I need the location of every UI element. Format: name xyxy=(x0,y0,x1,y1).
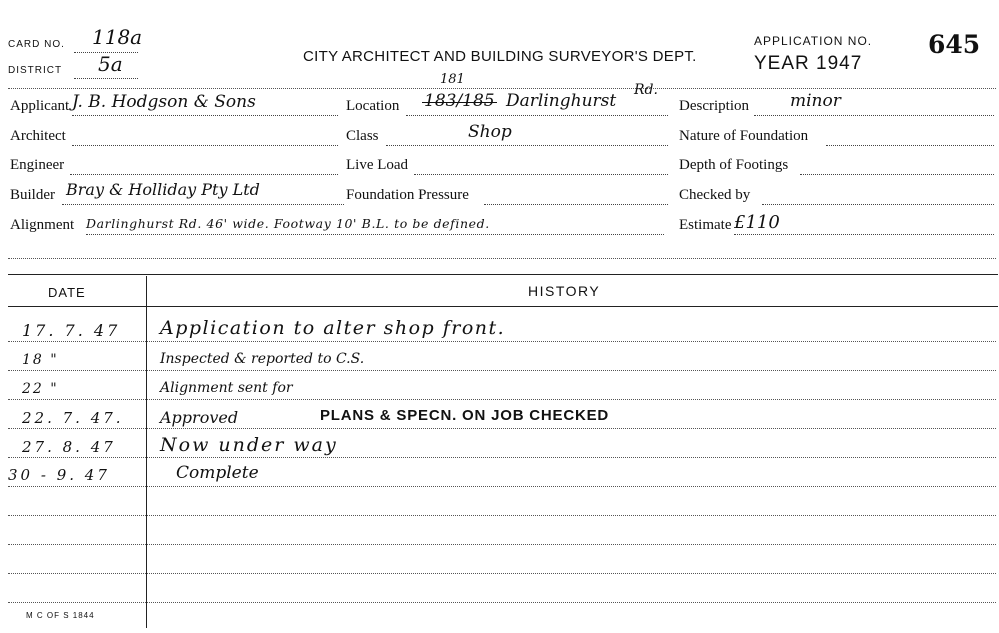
architect-line xyxy=(72,145,338,146)
row-entry: Complete xyxy=(176,463,259,483)
table-header-rule xyxy=(8,306,998,307)
district-value: 5a xyxy=(98,52,123,76)
row-entry: Alignment sent for xyxy=(160,380,293,396)
builder-value: Bray & Holliday Pty Ltd xyxy=(66,180,260,199)
card-no-value: 118a xyxy=(92,25,143,49)
foundation-pressure-line xyxy=(484,204,668,205)
row-entry: Approved xyxy=(160,408,239,427)
estimate-label: Estimate xyxy=(679,217,732,233)
row-date: 22. 7. 47. xyxy=(22,409,124,427)
row-line xyxy=(8,486,996,487)
row-line xyxy=(8,341,996,342)
applicant-label: Applicant xyxy=(10,98,70,114)
location-struck: 183/185 xyxy=(424,91,495,111)
row-line xyxy=(8,602,996,603)
location-suffix: Rd. xyxy=(634,82,658,98)
stamp-plans-checked: PLANS & SPECN. ON JOB CHECKED xyxy=(320,407,610,424)
row-line xyxy=(8,573,996,574)
location-line xyxy=(406,115,668,116)
row-date: 17. 7. 47 xyxy=(22,321,121,340)
class-value: Shop xyxy=(468,122,512,142)
class-line xyxy=(386,145,668,146)
estimate-line xyxy=(734,234,994,235)
row-entry: Now under way xyxy=(160,434,338,456)
row-date: 22 " xyxy=(22,381,59,397)
checked-by-line xyxy=(762,204,994,205)
card-no-label: CARD NO. xyxy=(8,39,65,50)
table-top-rule xyxy=(8,274,998,275)
dept-title: CITY ARCHITECT AND BUILDING SURVEYOR'S DEPT. xyxy=(303,48,697,65)
depth-of-footings-label: Depth of Footings xyxy=(679,157,789,173)
district-label: DISTRICT xyxy=(8,65,63,76)
year-label: YEAR 1947 xyxy=(754,53,863,74)
description-value: minor xyxy=(790,91,841,111)
row-date: 18 " xyxy=(22,352,59,368)
location-value-group xyxy=(424,91,616,111)
district-line xyxy=(74,78,138,79)
engineer-label: Engineer xyxy=(10,157,65,173)
builder-label: Builder xyxy=(10,187,55,203)
location-label: Location xyxy=(346,98,400,114)
date-header: DATE xyxy=(48,285,86,300)
row-line xyxy=(8,544,996,545)
history-header: HISTORY xyxy=(528,283,601,299)
row-entry: Application to alter shop front. xyxy=(160,317,506,339)
alignment-value: Darlinghurst Rd. 46' wide. Footway 10' B.L. to be defined. xyxy=(86,216,490,231)
architect-label: Architect xyxy=(10,128,66,144)
description-label: Description xyxy=(679,98,749,114)
applicant-value: J. B. Hodgson & Sons xyxy=(72,92,256,112)
row-line xyxy=(8,515,996,516)
form-code: M C OF S 1844 xyxy=(26,611,95,620)
depth-of-footings-line xyxy=(800,174,994,175)
nature-of-foundation-label: Nature of Foundation xyxy=(679,128,809,144)
alignment-label: Alignment xyxy=(10,217,75,233)
row-line xyxy=(8,428,996,429)
row-line xyxy=(8,370,996,371)
live-load-label: Live Load xyxy=(346,157,409,173)
row-entry: Inspected & reported to C.S. xyxy=(160,351,365,367)
location-value: Darlinghurst xyxy=(506,91,617,111)
row-date: 27. 8. 47 xyxy=(22,438,116,456)
application-number: 645 xyxy=(928,30,981,59)
alignment-line xyxy=(86,234,664,235)
foundation-pressure-label: Foundation Pressure xyxy=(346,187,469,203)
row-date: 30 - 9. 47 xyxy=(8,466,110,484)
table-column-divider xyxy=(146,276,147,628)
header-divider xyxy=(8,88,996,89)
builder-line xyxy=(62,204,344,205)
fields-extra-line xyxy=(8,258,996,259)
checked-by-label: Checked by xyxy=(679,187,751,203)
description-line xyxy=(754,115,994,116)
live-load-line xyxy=(414,174,668,175)
location-number-above: 181 xyxy=(440,72,465,87)
nature-of-foundation-line xyxy=(826,145,994,146)
row-line xyxy=(8,399,996,400)
engineer-line xyxy=(70,174,338,175)
application-label: APPLICATION NO. xyxy=(754,34,873,48)
row-line xyxy=(8,457,996,458)
class-label: Class xyxy=(346,128,379,144)
applicant-line xyxy=(72,115,338,116)
estimate-value: £110 xyxy=(734,212,780,233)
